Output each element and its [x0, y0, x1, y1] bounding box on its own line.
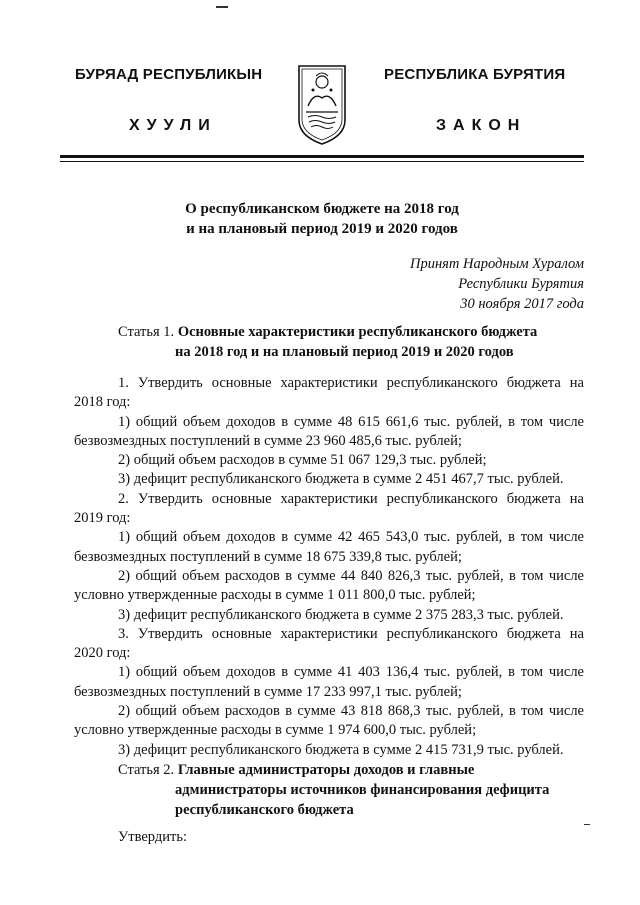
article-2-heading: [118, 760, 588, 820]
header-rule-thick: [60, 155, 584, 158]
header-buryat-name: БУРЯАД РЕСПУБЛИКЫН: [75, 66, 263, 83]
paragraph: 2) общий объем расходов в сумме 51 067 129,3 тыс. рублей;: [118, 452, 487, 469]
approve-text: Утвердить:: [118, 829, 187, 845]
header-rule-thin: [60, 161, 584, 162]
header-russian-type: ЗАКОН: [436, 117, 527, 134]
article-title: администраторы источников финансирования дефицита: [175, 782, 550, 798]
law-title-line: О республиканском бюджете на 2018 год: [185, 201, 459, 217]
article-1-heading: [118, 322, 588, 362]
paragraph: 3) дефицит республиканского бюджета в сумме 2 451 467,7 тыс. рублей.: [118, 471, 564, 488]
article-title: на 2018 год и на плановый период 2019 и 2020 годов: [175, 344, 514, 360]
paragraph: 2. Утвердить основные характеристики республиканского бюджета на 2019 год:: [74, 490, 584, 527]
paragraph: 1. Утвердить основные характеристики республиканского бюджета на 2018 год:: [74, 375, 584, 411]
header-russian-name: РЕСПУБЛИКА БУРЯТИЯ: [384, 66, 566, 83]
paragraph: 3. Утвердить основные характеристики республиканского бюджета на 2020 год:: [74, 625, 584, 662]
scan-mark: [216, 6, 228, 8]
article-1-body: [74, 374, 584, 760]
article-title: республиканского бюджета: [175, 802, 354, 818]
adoption-date: 30 ноября 2017 года: [460, 296, 584, 312]
paragraph: 1) общий объем доходов в сумме 41 403 136,4 тыс. рублей, в том числе безвозмездных поступлений в сумме 17 233 997,1 тыс. рублей;: [74, 664, 584, 700]
law-title-line: и на плановый период 2019 и 2020 годов: [186, 221, 458, 237]
paragraph: 1) общий объем доходов в сумме 48 615 661,6 тыс. рублей, в том числе безвозмездных поступлений в сумме 23 960 485,6 тыс. рублей;: [74, 413, 584, 449]
adoption-note: [360, 254, 584, 314]
law-title: [60, 199, 584, 239]
paragraph: 2) общий объем расходов в сумме 44 840 826,3 тыс. рублей, в том числе условно утвержденные расходы в сумме 1 011 800,0 тыс. рублей;: [74, 567, 584, 604]
paragraph: 3) дефицит республиканского бюджета в сумме 2 375 283,3 тыс. рублей.: [118, 606, 564, 623]
article-title: Главные администраторы доходов и главные: [177, 762, 475, 778]
adoption-line: Республики Бурятия: [458, 276, 584, 292]
article-title: Основные характеристики республиканского бюджета: [177, 324, 538, 340]
article-number: Статья 1.: [118, 324, 175, 340]
article-number: Статья 2.: [118, 762, 175, 778]
paragraph: 3) дефицит республиканского бюджета в сумме 2 415 731,9 тыс. рублей.: [118, 741, 564, 758]
header-buryat-type: ХУУЛИ: [129, 117, 217, 134]
scan-mark: [584, 824, 590, 825]
adoption-line: Принят Народным Хуралом: [409, 256, 584, 272]
paragraph: 2) общий объем расходов в сумме 43 818 868,3 тыс. рублей, в том числе условно утвержденные расходы в сумме 1 974 600,0 тыс. рублей;: [74, 703, 584, 739]
paragraph: 1) общий объем доходов в сумме 42 465 543,0 тыс. рублей, в том числе безвозмездных поступлений в сумме 18 675 339,8 тыс. рублей;: [74, 529, 584, 565]
coat-of-arms-icon: [296, 62, 348, 146]
